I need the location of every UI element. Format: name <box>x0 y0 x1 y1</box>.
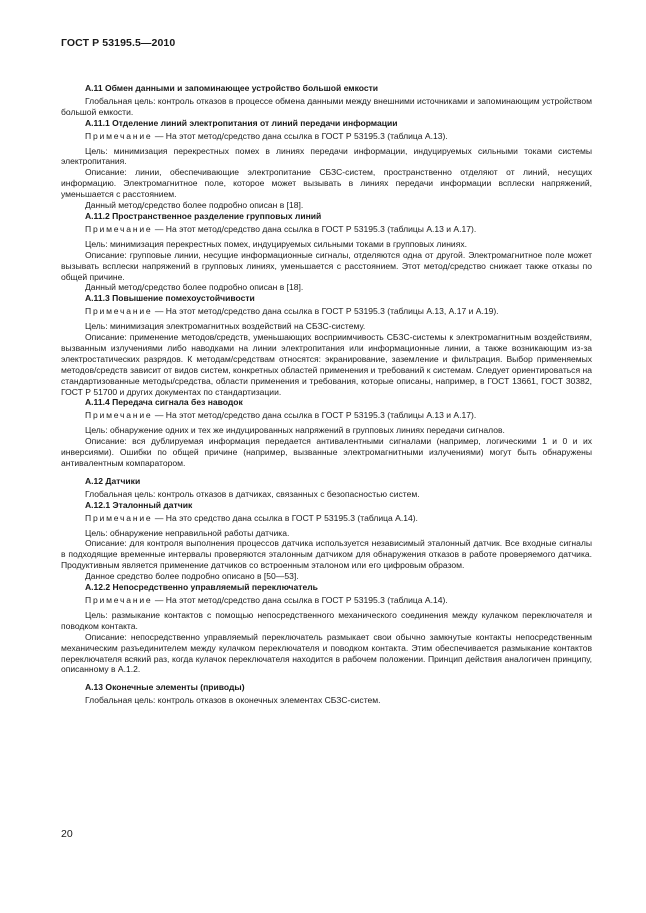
section-heading-a11-1: А.11.1 Отделение линий электропитания от линий передачи информации <box>85 117 398 128</box>
goal-paragraph: Цель: минимизация перекрестных помех в линиях передачи информации, индуцируемых сильными токами системы электропитания. <box>61 145 592 167</box>
goal-paragraph: Цель: обнаружение одних и тех же индуцированных напряжений в групповых линиях передачи сигналов. <box>85 425 505 436</box>
note-label: Примечание <box>85 130 153 141</box>
goal-paragraph: Цель: обнаружение неправильной работы датчика. <box>85 527 290 538</box>
note <box>61 224 592 235</box>
note-label: Примечание <box>85 512 153 523</box>
document-body <box>61 76 592 706</box>
description-paragraph: Описание: вся дублируемая информация передается антивалентными сигналами (например, логическими 1 и 0 и их инверсиями). Ошибки по общей причине (например, вызванные электромагнитными излучениями) могут быть обнаружены антивалентным компаратором. <box>61 436 592 468</box>
section-heading-a11: А.11 Обмен данными и запоминающее устройство большой емкости <box>85 83 379 93</box>
section-heading-a12-1: А.12.1 Эталонный датчик <box>85 499 193 510</box>
note-label: Примечание <box>85 306 153 317</box>
section-goal: Глобальная цель: контроль отказов в оконечных элементах СБЗС-систем. <box>85 695 381 706</box>
note-text: — На этот метод/средство дана ссылка в ГОСТ Р 53195.3 (таблицы А.13, А.17 и А.19). <box>152 306 499 317</box>
page-number: 20 <box>61 828 73 840</box>
reference-paragraph: Данный метод/средство более подробно описан в [18]. <box>85 282 304 293</box>
note <box>61 131 592 142</box>
note-label: Примечание <box>85 223 153 234</box>
section-heading-a11-2: А.11.2 Пространственное разделение групповых линий <box>85 210 322 221</box>
section-heading-a12: А.12 Датчики <box>85 475 141 486</box>
section-heading-a11-4: А.11.4 Передача сигнала без наводок <box>85 397 243 408</box>
note <box>61 595 592 606</box>
goal-paragraph: Цель: размыкание контактов с помощью непосредственного механического соединения между кулачком переключателя и поводком контакта. <box>61 609 592 631</box>
note-text: — На этот метод/средство дана ссылка в ГОСТ Р 53195.3 (таблицы А.13 и А.17). <box>152 223 477 234</box>
reference-paragraph: Данный метод/средство более подробно описан в [18]. <box>85 200 304 211</box>
standard-header: ГОСТ Р 53195.5—2010 <box>61 37 176 49</box>
note-text: — На этот метод/средство дана ссылка в ГОСТ Р 53195.3 (таблицы А.13 и А.17). <box>152 410 477 421</box>
section-heading-a11-3: А.11.3 Повышение помехоустойчивости <box>85 293 255 304</box>
note-text: — На это средство дана ссылка в ГОСТ Р 53195.3 (таблица А.14). <box>152 512 418 523</box>
goal-paragraph: Цель: минимизация перекрестных помех, индуцируемых сильными токами в групповых линиях. <box>85 238 467 249</box>
section-goal: Глобальная цель: контроль отказов в процессе обмена данными между внешними источниками и запоминающим устройством большой емкости. <box>61 95 592 117</box>
section-heading-a13: А.13 Оконечные элементы (приводы) <box>85 682 245 693</box>
note-text: — На этот метод/средство дана ссылка в ГОСТ Р 53195.3 (таблица А.13). <box>152 130 448 141</box>
description-paragraph: Описание: групповые линии, несущие информационные сигналы, отделяются одна от другой. Электромагнитное поле может вызывать всплески напряжений в групповых линиях, уменьшается с расстоянием. Этот метод/средство снижает также отказы по общей причине. <box>61 249 592 282</box>
section-heading-a12-2: А.12.2 Непосредственно управляемый переключатель <box>85 582 318 593</box>
description-paragraph: Описание: для контроля выполнения процессов датчика используется независимый эталонный датчик. Все входные сигналы в подходящие временные интервалы проверяются эталонным датчиком для обнаружения отказов в работе проверяемого датчика. Продуктивным является применение датчиков со встроенным эталоном или его цифровым образом. <box>61 538 592 571</box>
reference-paragraph: Данное средство более подробно описано в [50—53]. <box>85 571 299 582</box>
goal-paragraph: Цель: минимизация электромагнитных воздействий на СБЗС-систему. <box>85 321 366 332</box>
note-label: Примечание <box>85 594 153 605</box>
description-paragraph: Описание: применение методов/средств, уменьшающих восприимчивость СБЗС-системы к электромагнитным воздействиям, вызванным излучениями либо наводками на линии электропитания или информационные линии, а также возникающим из-за электростатических разрядов. К методам/средствам относятся: экранирование, заземление и фильтрация. Выбор применяемых методов/средств зависит от видов систем, конкретных областей применения и требований к системам. Следует ориентироваться на стандартизованные методы/средства, области применения и требования, которые описаны, например, в ГОСТ 13661, ГОСТ 30382, ГОСТ Р 51700 и других документах по стандартизации. <box>61 332 592 397</box>
description-paragraph: Описание: линии, обеспечивающие электропитание СБЗС-систем, пространственно отделяют от линий, несущих информацию. Электромагнитное поле, которое может вызывать в линиях передачи информации всплески напряжений, уменьшается с расстоянием. <box>61 167 592 200</box>
note-text: — На этот метод/средство дана ссылка в ГОСТ Р 53195.3 (таблица А.14). <box>152 594 448 605</box>
section-goal: Глобальная цель: контроль отказов в датчиках, связанных с безопасностью систем. <box>85 488 420 499</box>
note <box>61 306 592 317</box>
note <box>61 513 592 524</box>
description-paragraph: Описание: непосредственно управляемый переключатель размыкает свои обычно замкнутые контакты непосредственным механическим разъединителем между кулачком переключателя и поводком контакта. Этим обеспечивается размыкание контактов переключателя всякий раз, когда кулачок переключателя находится в рабочем положении. Принцип действия аналогичен принципу, описанному в А.1.2. <box>61 631 592 675</box>
note-label: Примечание <box>85 410 153 421</box>
note <box>61 410 592 421</box>
